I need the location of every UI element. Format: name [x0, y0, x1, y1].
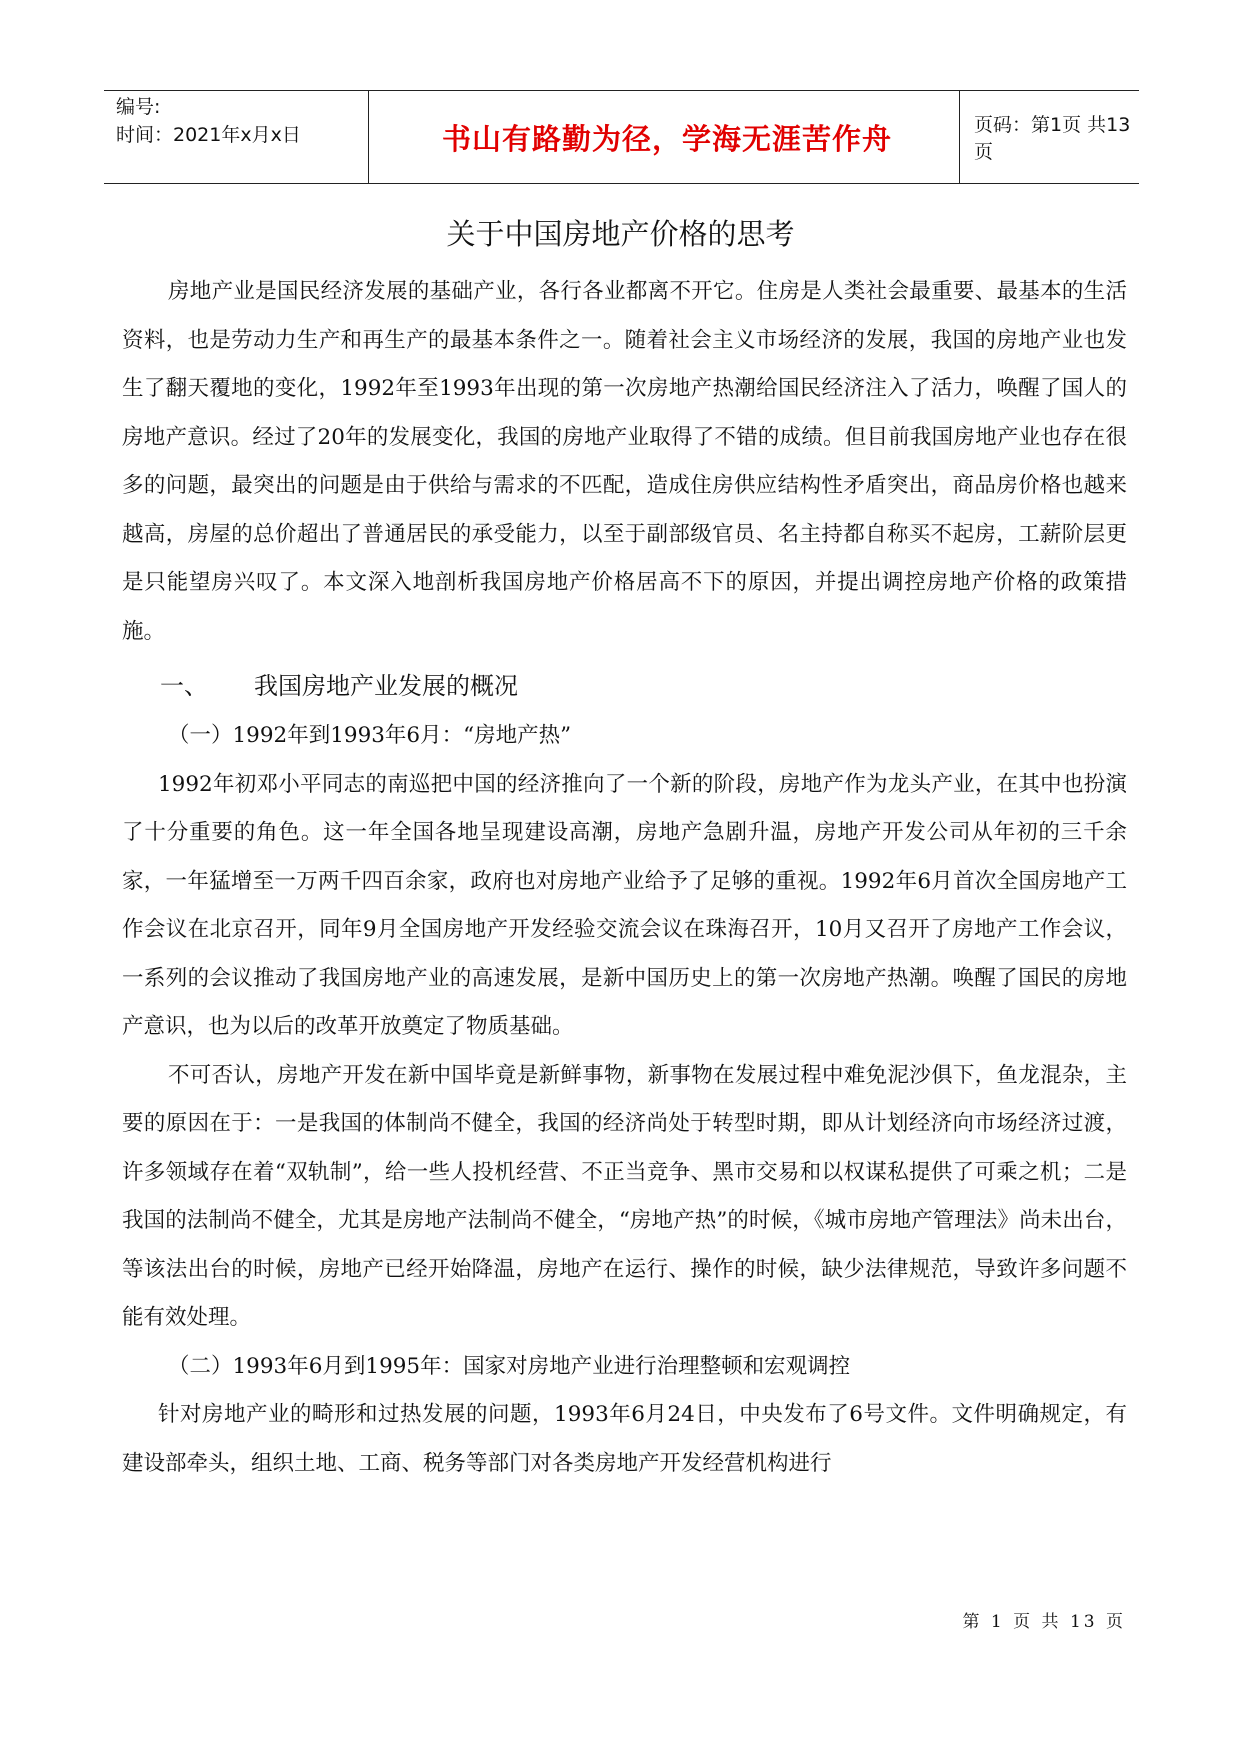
header-motto: 书山有路勤为径，学海无涯苦作舟 [441, 121, 892, 156]
section-heading [122, 660, 1127, 712]
section-title: 我国房地产业发展的概况 [254, 672, 518, 700]
header-divider-1 [368, 91, 369, 183]
paragraph-3: 针对房地产业的畸形和过热发展的问题，1993年6月24日，中央发布了6号文件。文件明确规定，有建设部牵头，组织土地、工商、税务等部门对各类房地产开发经营机构进行 [122, 1402, 1127, 1476]
time-label: 时间：2021年x月x日 [116, 124, 301, 146]
paragraph-2: 不可否认，房地产开发在新中国毕竟是新鲜事物，新事物在发展过程中难免泥沙俱下，鱼龙混杂，主要的原因在于：一是我国的体制尚不健全，我国的经济尚处于转型时期，即从计划经济向市场经济过渡，许多领域存在着“双轨制”，给一些人投机经营、不正当竞争、黑市交易和以权谋私提供了可乘之机；二是我国的法制尚不健全，尤其是房地产法制尚不健全，“房地产热”的时候，《城市房地产管理法》尚未出台，等该法出台的时候，房地产已经开始降温，房地产在运行、操作的时候，缺少法律规范，导致许多问题不能有效处理。 [122, 1062, 1127, 1330]
serial-label: 编号: [116, 96, 161, 118]
subsection-heading-1: （一）1992年到1993年6月：“房地产热” [168, 723, 572, 748]
section-number: 一、 [160, 672, 208, 700]
header-divider-2 [959, 91, 960, 183]
paragraph-1: 1992年初邓小平同志的南巡把中国的经济推向了一个新的阶段，房地产作为龙头产业，在其中也扮演了十分重要的角色。这一年全国各地呈现建设高潮，房地产急剧升温，房地产开发公司从年初的三千余家，一年猛增至一万两千四百余家，政府也对房地产业给予了足够的重视。1992年6月首次全国房地产工作会议在北京召开，同年9月全国房地产开发经验交流会议在珠海召开，10月又召开了房地产工作会议，一系列的会议推动了我国房地产业的高速发展，是新中国历史上的第一次房地产热潮。唤醒了国民的房地产意识，也为以后的改革开放奠定了物质基础。 [122, 771, 1127, 1039]
document-title: 关于中国房地产价格的思考 [446, 217, 795, 251]
document-body [122, 268, 1127, 1488]
subsection-heading-2: （二）1993年6月到1995年：国家对房地产业进行治理整顿和宏观调控 [168, 1353, 851, 1379]
page-footer: 第 1 页 共 13 页 [962, 1612, 1126, 1632]
header-page-info: 页码：第1页 共13页 [974, 114, 1131, 163]
intro-paragraph: 房地产业是国民经济发展的基础产业，各行各业都离不开它。住房是人类社会最重要、最基本的生活资料，也是劳动力生产和再生产的最基本条件之一。随着社会主义市场经济的发展，我国的房地产业也发生了翻天覆地的变化，1992年至1993年出现的第一次房地产热潮给国民经济注入了活力，唤醒了国人的房地产意识。经过了20年的发展变化，我国的房地产业取得了不错的成绩。但目前我国房地产业也存在很多的问题，最突出的问题是由于供给与需求的不匹配，造成住房供应结构性矛盾突出，商品房价格也越来越高，房屋的总价超出了普通居民的承受能力，以至于副部级官员、名主持都自称买不起房，工薪阶层更是只能望房兴叹了。本文深入地剖析我国房地产价格居高不下的原因，并提出调控房地产价格的政策措施。 [122, 279, 1127, 644]
header-table [104, 90, 1139, 184]
